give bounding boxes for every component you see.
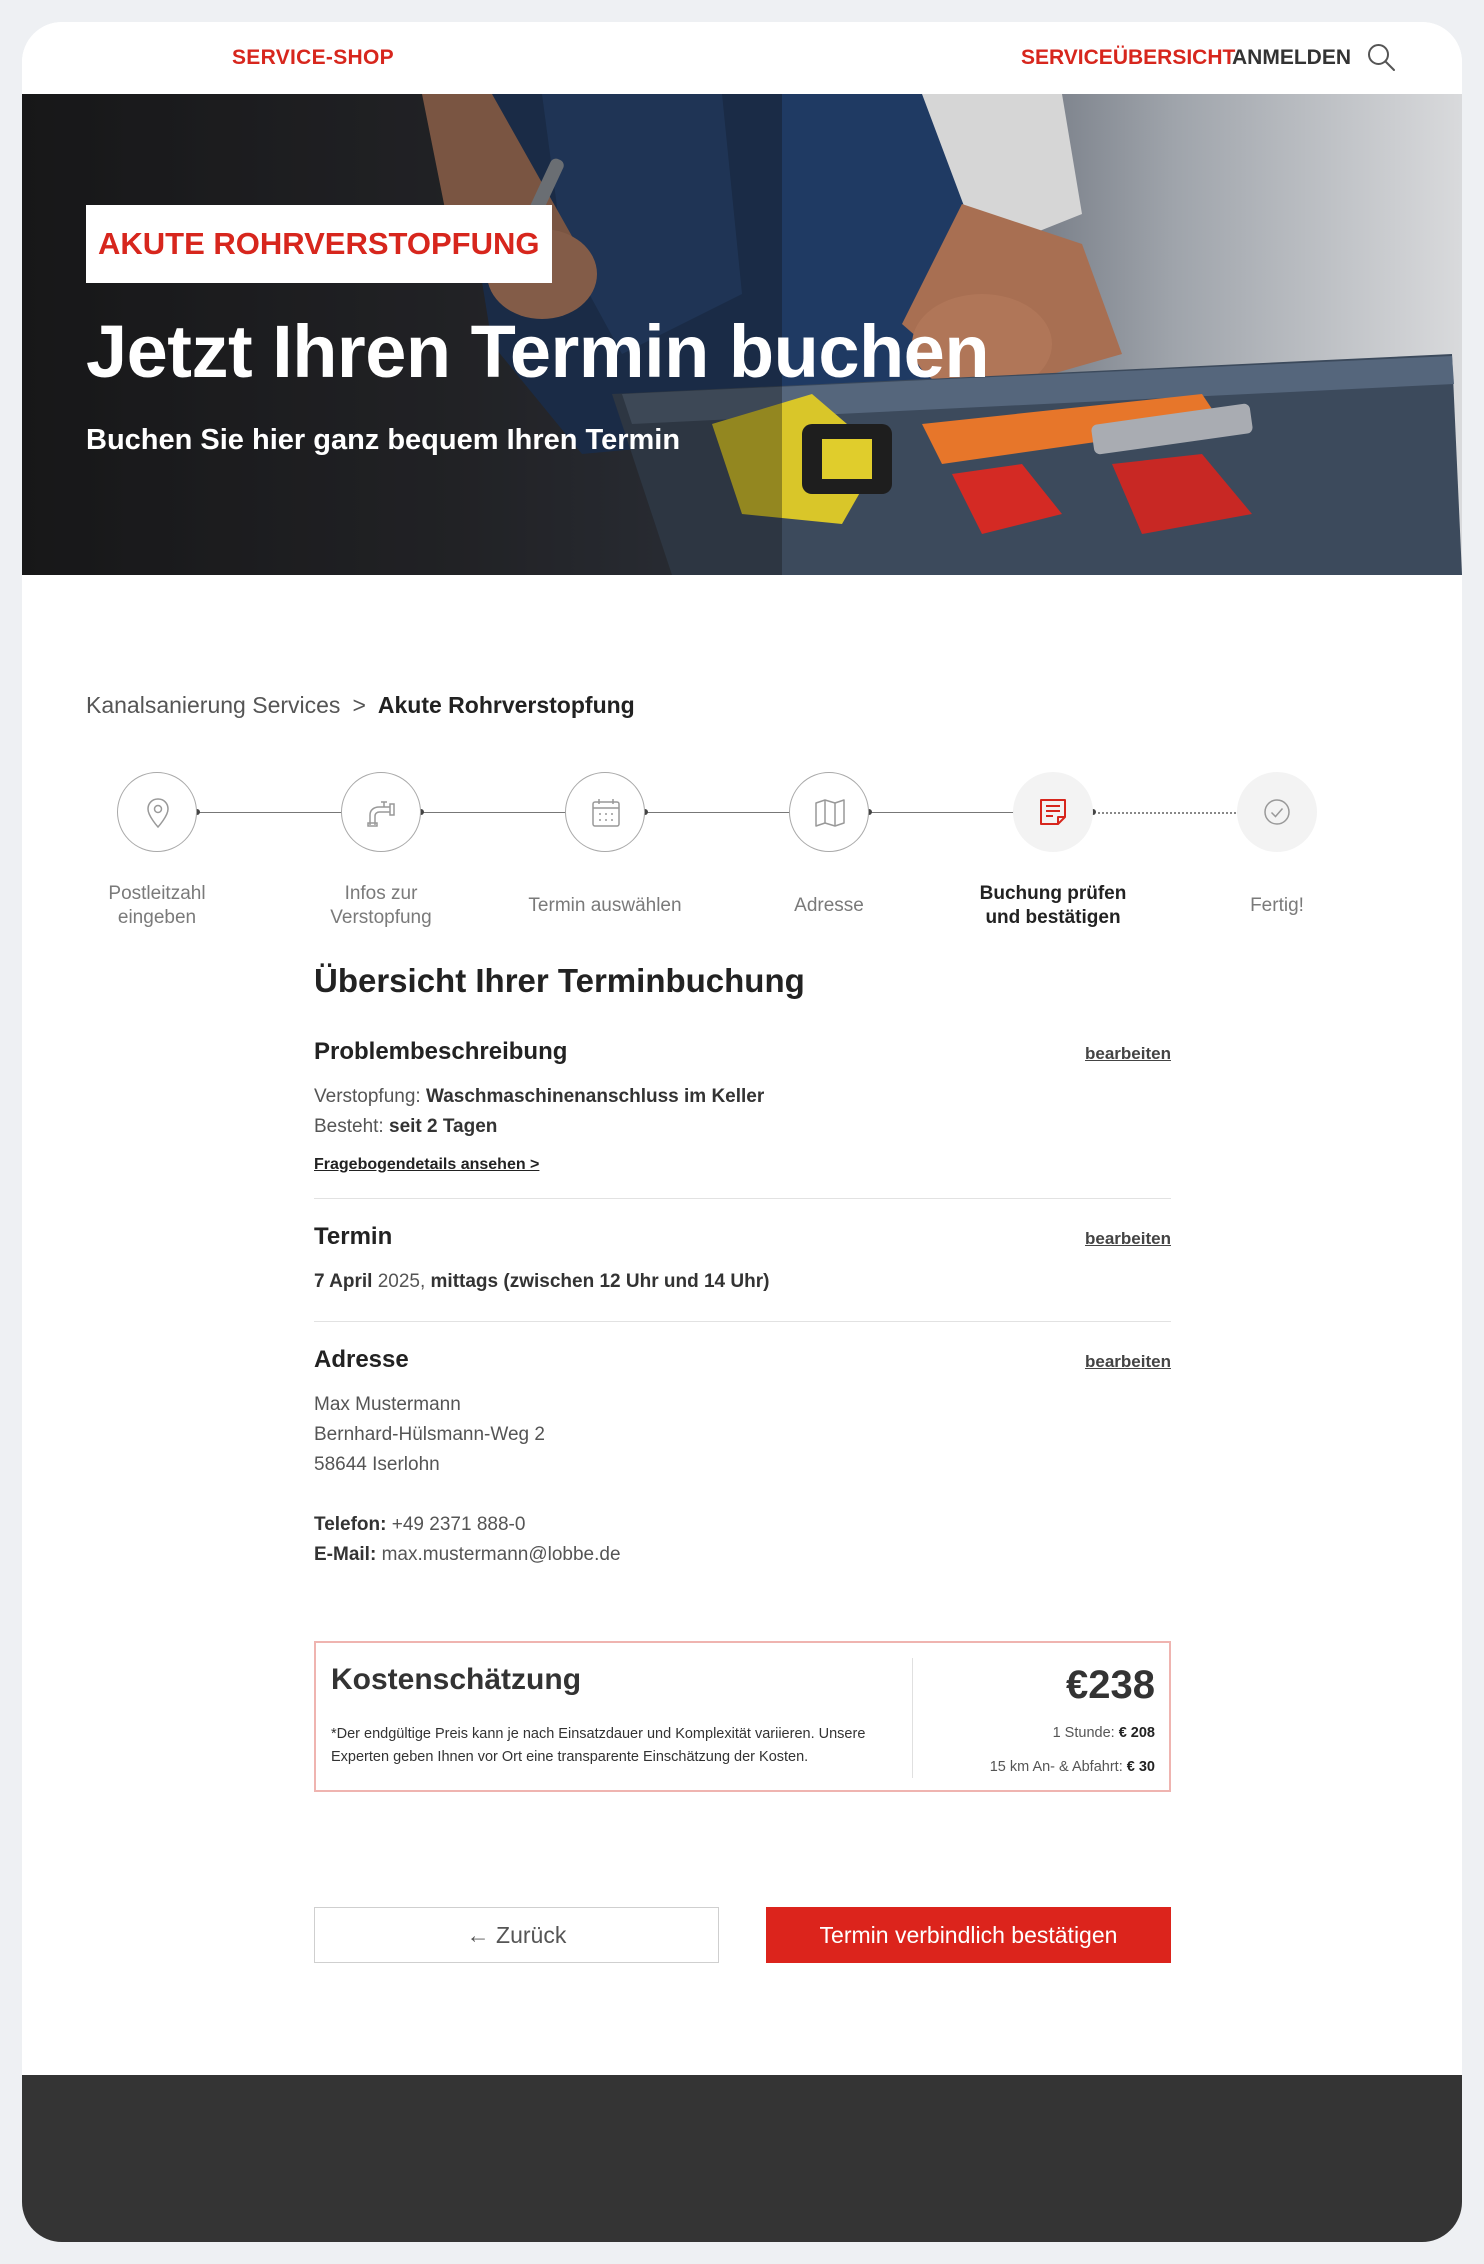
appointment-title: Termin	[314, 1223, 393, 1250]
cost-travel-line: 15 km An- & Abfahrt: € 30	[989, 1759, 1155, 1775]
step-circle	[565, 772, 645, 852]
service-shop-link[interactable]: SERVICE-SHOP	[232, 46, 394, 69]
address-street: Bernhard-Hülsmann-Weg 2	[314, 1424, 545, 1445]
step-circle	[1237, 772, 1317, 852]
step-circle	[341, 772, 421, 852]
cost-divider	[912, 1658, 913, 1778]
step-circle-active	[1013, 772, 1093, 852]
search-icon[interactable]	[1366, 42, 1396, 72]
cost-hour-line: 1 Stunde: € 208	[1052, 1725, 1155, 1741]
since-line: Besteht: seit 2 Tagen	[314, 1116, 498, 1137]
step-connector	[645, 812, 792, 813]
cost-total: €238	[1066, 1663, 1155, 1707]
problem-section	[314, 1038, 1171, 1199]
phone-line: Telefon: +49 2371 888-0	[314, 1514, 526, 1535]
edit-problem-link[interactable]: bearbeiten	[1085, 1044, 1171, 1063]
step-label: Infos zur Verstopfung	[330, 883, 432, 928]
nav-service-overview[interactable]: SERVICEÜBERSICHT	[1021, 46, 1236, 69]
booking-summary	[314, 962, 1171, 1570]
cost-title: Kostenschätzung	[331, 1663, 582, 1696]
hero-banner	[22, 94, 1462, 575]
map-icon	[812, 795, 848, 831]
step-circle	[117, 772, 197, 852]
address-title: Adresse	[314, 1346, 409, 1373]
step-connector	[197, 812, 344, 813]
screen	[22, 22, 1462, 2242]
document-icon	[1035, 794, 1071, 830]
email-line: E-Mail: max.mustermann@lobbe.de	[314, 1544, 621, 1565]
hero-subtitle: Buchen Sie hier ganz bequem Ihren Termin	[86, 424, 681, 456]
hero-title: Jetzt Ihren Termin buchen	[86, 310, 990, 393]
breadcrumb-parent-link[interactable]: Kanalsanierung Services	[86, 692, 341, 718]
edit-address-link[interactable]: bearbeiten	[1085, 1352, 1171, 1371]
location-pin-icon	[140, 795, 176, 831]
step-label: Adresse	[794, 895, 864, 916]
cost-estimate-box	[314, 1641, 1171, 1792]
footer	[22, 2075, 1462, 2242]
address-name: Max Mustermann	[314, 1394, 461, 1415]
blockage-line: Verstopfung: Waschmaschinenanschluss im Keller	[314, 1086, 765, 1107]
breadcrumb	[86, 692, 635, 719]
calendar-icon	[588, 795, 624, 831]
hero-category-tag: AKUTE ROHRVERSTOPFUNG	[86, 205, 552, 283]
pipe-icon	[364, 795, 400, 831]
booking-stepper	[22, 772, 1462, 928]
check-circle-icon	[1259, 794, 1295, 830]
breadcrumb-current: Akute Rohrverstopfung	[377, 692, 635, 718]
nav-login[interactable]: ANMELDEN	[1232, 46, 1351, 69]
step-label: Termin auswählen	[528, 895, 682, 916]
problem-title: Problembeschreibung	[314, 1038, 568, 1065]
step-label-active: Buchung prüfen und bestätigen	[979, 883, 1127, 928]
appointment-section	[314, 1199, 1171, 1322]
step-connector-pending	[1093, 812, 1240, 814]
summary-title: Übersicht Ihrer Terminbuchung	[314, 962, 805, 999]
appointment-value: 7 April 2025, mittags (zwischen 12 Uhr und 14 Uhr)	[314, 1271, 770, 1292]
edit-appointment-link[interactable]: bearbeiten	[1085, 1229, 1171, 1248]
questionnaire-details-link[interactable]: Fragebogendetails ansehen >	[314, 1156, 540, 1173]
confirm-booking-button[interactable]: Termin verbindlich bestätigen	[766, 1907, 1171, 1963]
breadcrumb-separator: >	[352, 692, 366, 718]
step-connector	[869, 812, 1016, 813]
address-section	[314, 1322, 1171, 1570]
address-city: 58644 Iserlohn	[314, 1454, 440, 1475]
cost-note: *Der endgültige Preis kann je nach Einsatzdauer und Komplexität variieren. Unsere Experten geben Ihnen vor Ort eine transparente Einschätzung der Kosten.	[331, 1726, 866, 1765]
step-label: Fertig!	[1250, 895, 1304, 916]
step-connector	[421, 812, 568, 813]
top-navigation	[22, 22, 1462, 94]
back-button[interactable]: ← Zurück	[314, 1907, 719, 1963]
step-circle	[789, 772, 869, 852]
step-label: Postleitzahl eingeben	[108, 883, 206, 928]
